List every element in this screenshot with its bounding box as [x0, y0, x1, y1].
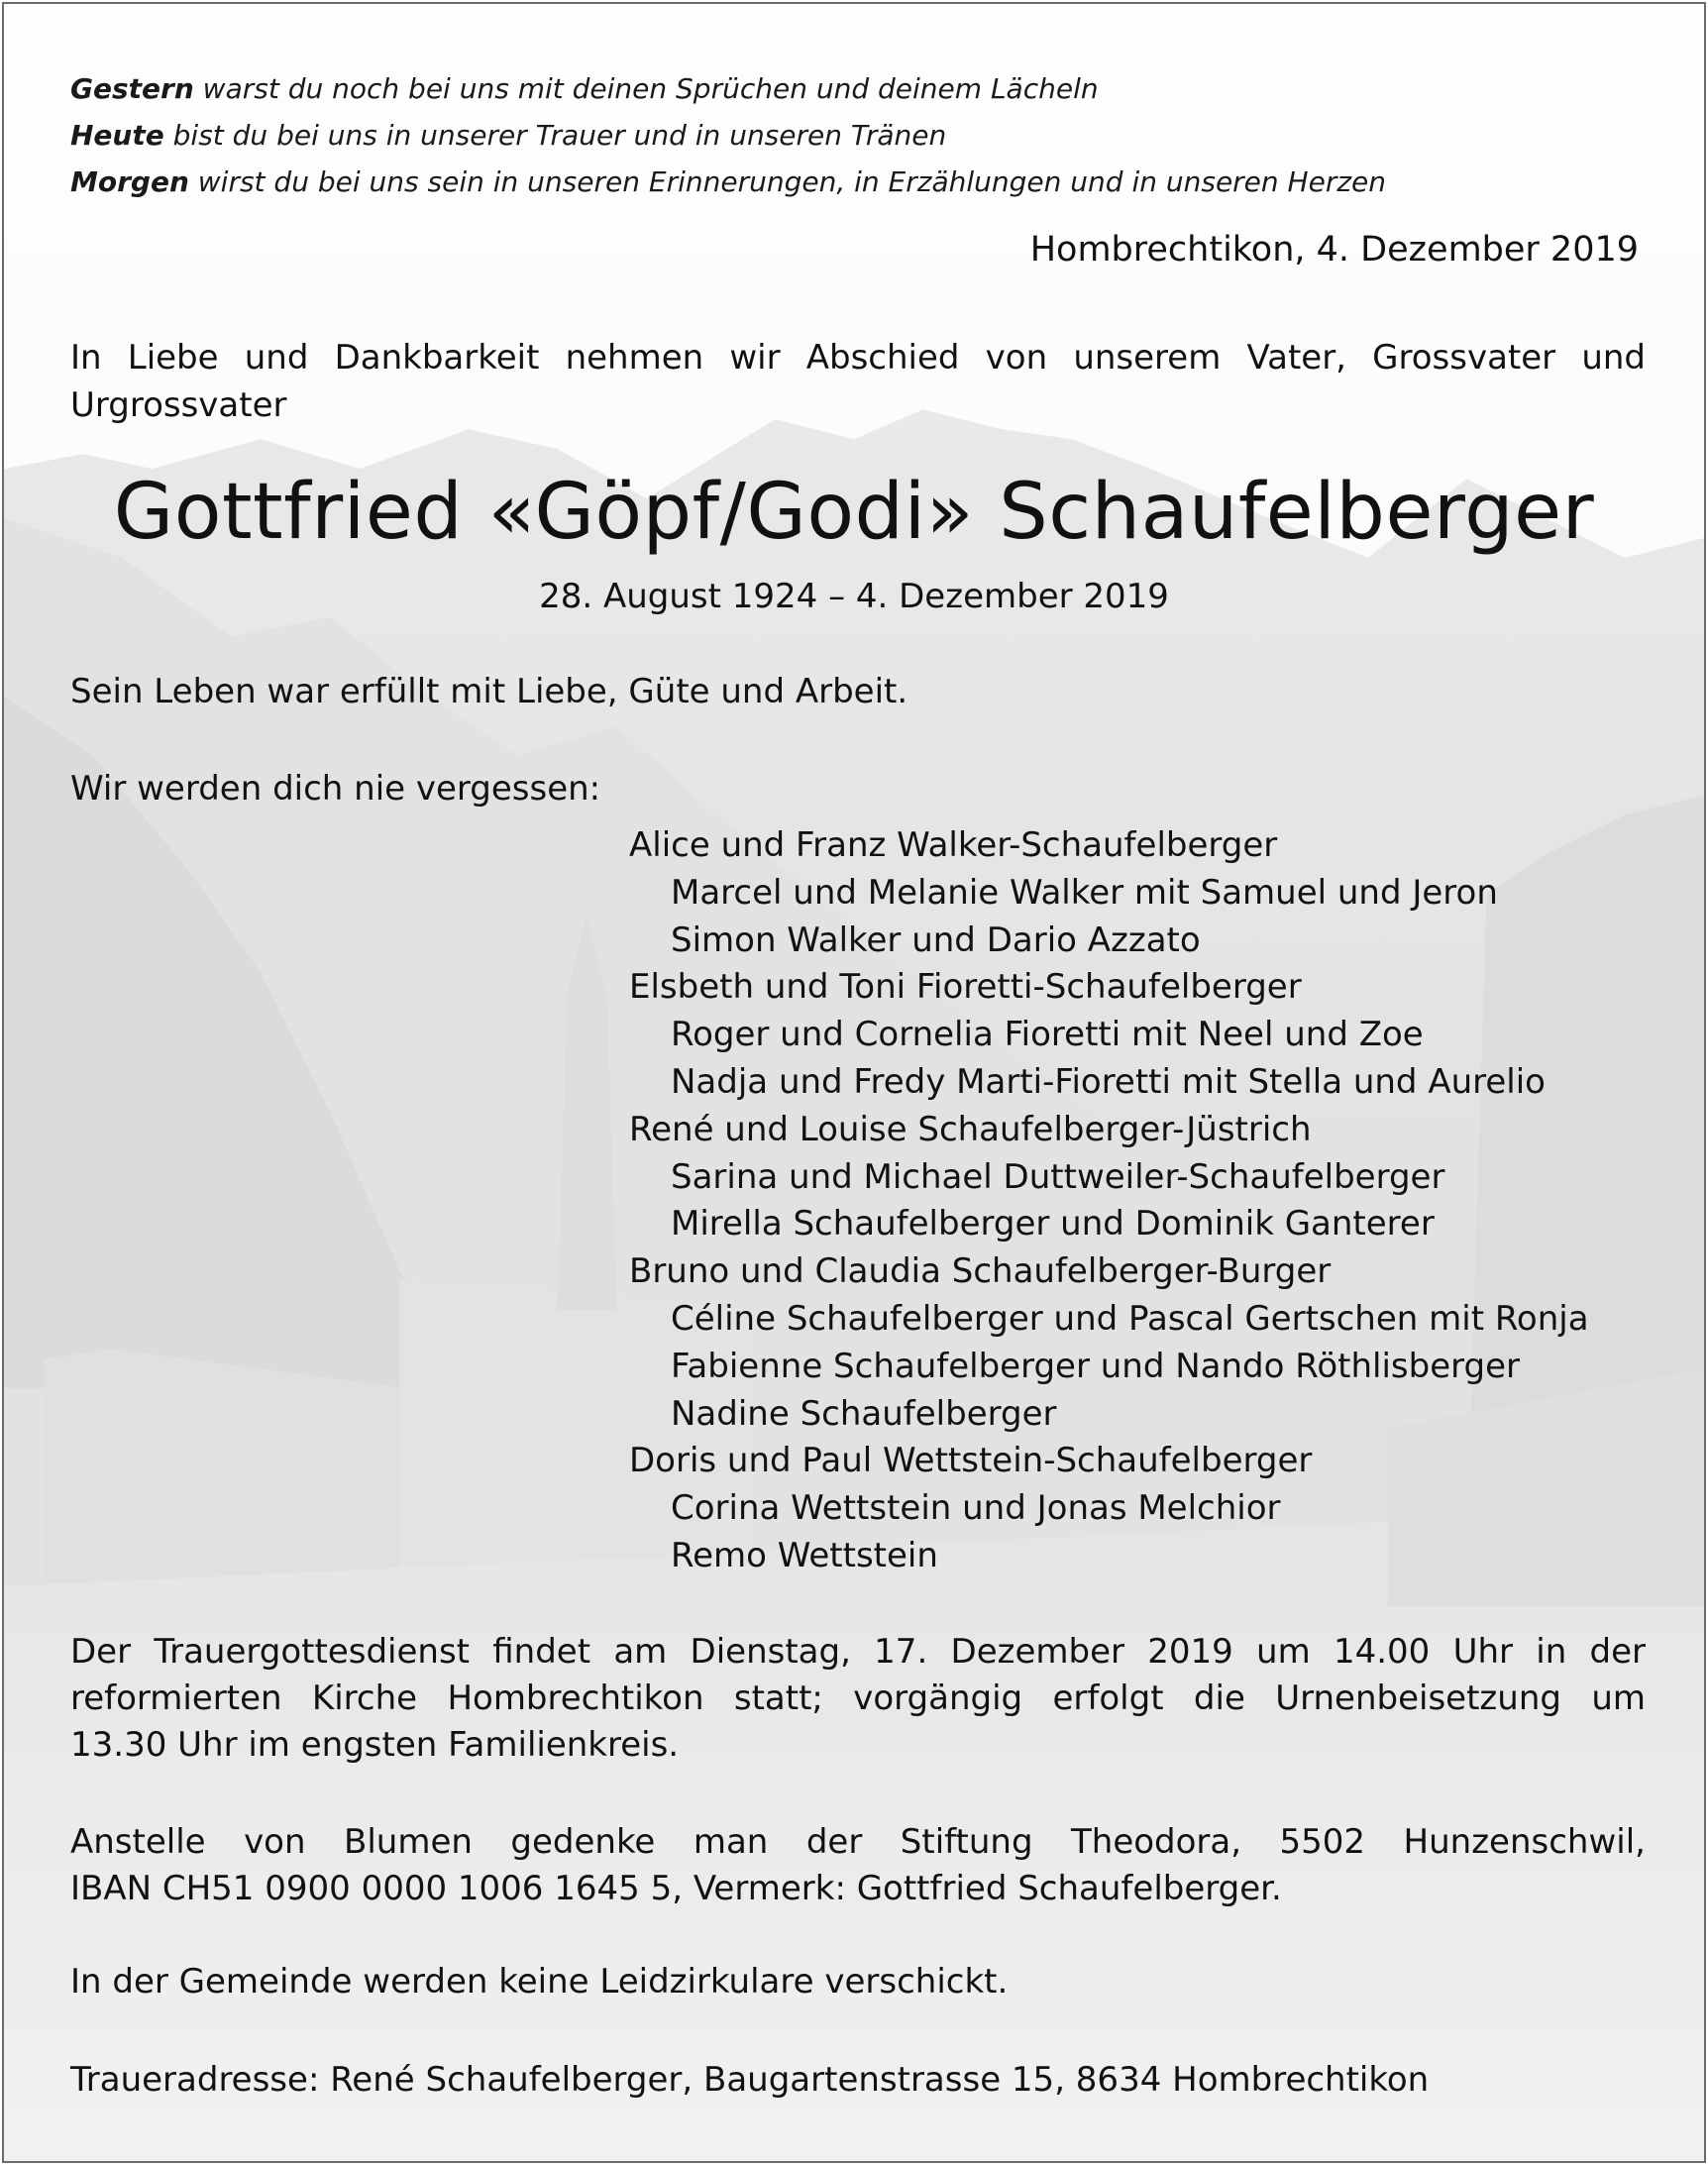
family-member-descendant: Remo Wettstein — [671, 1535, 938, 1575]
family-member-descendant: Céline Schaufelberger und Pascal Gertschen mit Ronja — [671, 1298, 1589, 1339]
motto-line: Heute bist du bei uns in unserer Trauer und in unseren Tränen — [70, 119, 947, 152]
family-member-descendant: Nadja und Fredy Marti-Fioretti mit Stella und Aurelio — [671, 1061, 1546, 1102]
mourning-address: Traueradresse: René Schaufelberger, Baugartenstrasse 15, 8634 Hombrechtikon — [70, 2060, 1430, 2100]
motto-line: Gestern warst du noch bei uns mit deinen Sprüchen und deinem Lächeln — [70, 72, 1099, 105]
donation-info: Anstelle von Blumen gedenke man der Stiftung Theodora, 5502 Hunzenschwil, IBAN CH51 0900 0000 1006 1645 5, Vermerk: Gottfried Schaufelberger. — [70, 1822, 1646, 1908]
motto-block — [70, 65, 1655, 205]
family-member-descendant: Corina Wettstein und Jonas Melchior — [671, 1488, 1281, 1529]
family-member-descendant: Roger und Cornelia Fioretti mit Neel und Zoe — [671, 1015, 1424, 1055]
family-member-child: Alice und Franz Walker-Schaufelberger — [629, 825, 1278, 865]
motto-line: Morgen wirst du bei uns sein in unseren Erinnerungen, in Erzählungen und in unseren Herzen — [70, 165, 1387, 198]
never-forget-text: Wir werden dich nie vergessen: — [70, 769, 601, 809]
family-member-descendant: Fabienne Schaufelberger und Nando Röthlisberger — [671, 1346, 1520, 1386]
intro-text: In Liebe und Dankbarkeit nehmen wir Abschied von unserem Vater, Grossvater und Urgrossvater — [70, 338, 1646, 425]
family-list — [629, 822, 1669, 1580]
family-member-descendant: Mirella Schaufelberger und Dominik Ganterer — [671, 1204, 1435, 1245]
deceased-name: Gottfried «Göpf/Godi» Schaufelberger — [113, 468, 1595, 557]
family-member-child: Doris und Paul Wettstein-Schaufelberger — [629, 1441, 1313, 1481]
life-dates: 28. August 1924 – 4. Dezember 2019 — [539, 577, 1169, 616]
life-text: Sein Leben war erfüllt mit Liebe, Güte und Arbeit. — [70, 672, 908, 711]
family-member-descendant: Nadine Schaufelberger — [671, 1393, 1057, 1434]
family-member-child: René und Louise Schaufelberger-Jüstrich — [629, 1109, 1312, 1149]
family-member-child: Bruno und Claudia Schaufelberger-Burger — [629, 1251, 1332, 1292]
family-member-descendant: Sarina und Michael Duttweiler-Schaufelberger — [671, 1156, 1445, 1197]
place-date: Hombrechtikon, 4. Dezember 2019 — [1029, 230, 1639, 270]
family-member-child: Elsbeth und Toni Fioretti-Schaufelberger — [629, 967, 1302, 1008]
family-member-descendant: Simon Walker und Dario Azzato — [671, 920, 1201, 960]
family-member-descendant: Marcel und Melanie Walker mit Samuel und Jeron — [671, 872, 1498, 913]
service-info: Der Trauergottesdienst findet am Dienstag, 17. Dezember 2019 um 14.00 Uhr in der reformierten Kirche Hombrechtikon statt; vorgängig erfolgt die Urnenbeisetzung um 13.30 Uhr im engsten Familienkreis. — [70, 1632, 1646, 1765]
obituary-page — [2, 2, 1706, 2163]
no-circulars-note: In der Gemeinde werden keine Leidzirkulare verschickt. — [70, 1962, 1009, 2002]
